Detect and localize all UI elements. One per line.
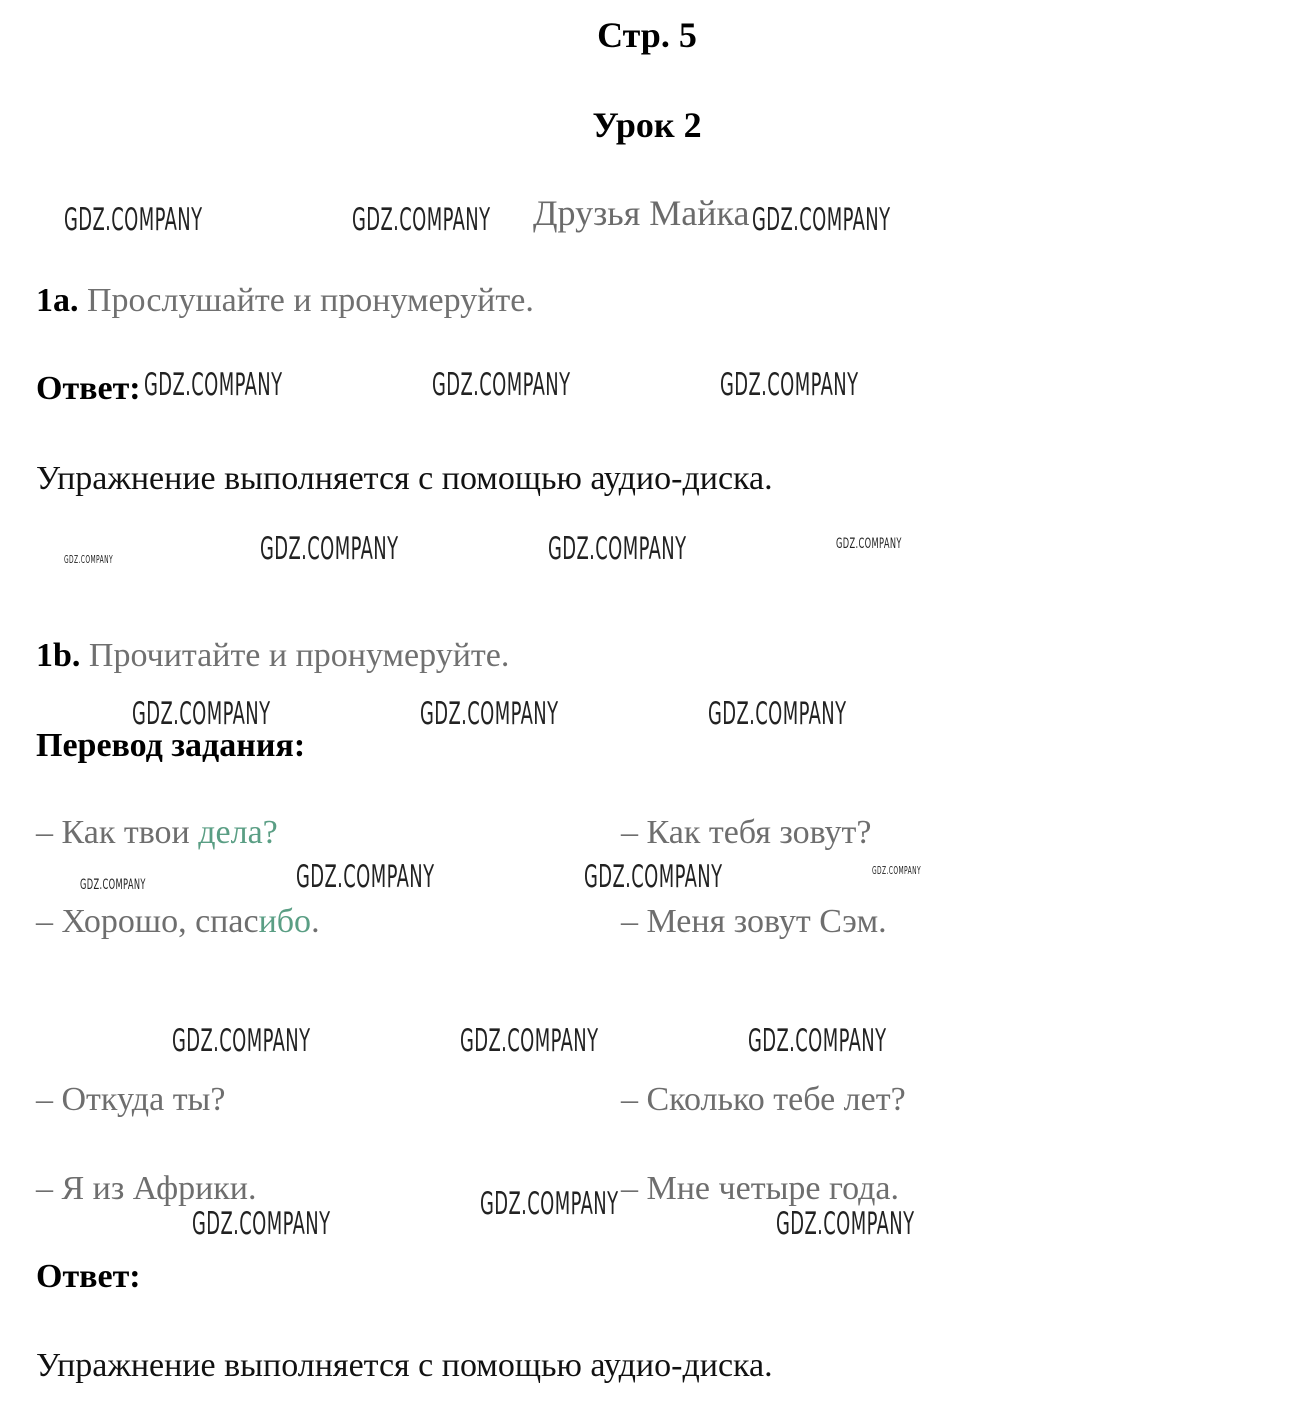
watermark: GDZ.COMPANY bbox=[352, 203, 491, 239]
watermark: GDZ.COMPANY bbox=[720, 368, 859, 404]
dialogue-2-line-1: – Как тебя зовут? bbox=[621, 814, 872, 851]
watermark: GDZ.COMPANY bbox=[748, 1024, 887, 1060]
watermark: GDZ.COMPANY bbox=[776, 1207, 915, 1243]
dialogue-3-line-1: – Откуда ты? bbox=[36, 1081, 226, 1118]
watermark: GDZ.COMPANY bbox=[460, 1024, 599, 1060]
translation-label: Перевод задания: bbox=[36, 727, 306, 764]
page-number: Стр. 5 bbox=[597, 15, 697, 55]
task-1b-number: 1b. bbox=[36, 637, 81, 674]
watermark: GDZ.COMPANY bbox=[132, 697, 271, 733]
watermark: GDZ.COMPANY bbox=[548, 532, 687, 568]
answer-label-1a: Ответ: bbox=[36, 370, 141, 407]
dialogue-3-line-2: – Я из Африки. bbox=[36, 1170, 257, 1207]
watermark: GDZ.COMPANY bbox=[172, 1024, 311, 1060]
watermark: GDZ.COMPANY bbox=[836, 535, 902, 552]
dialogue-1-line-2-part-a: – Хорошо, спас bbox=[36, 903, 259, 940]
dialogue-1-line-1 bbox=[36, 814, 278, 852]
lesson-subtitle: Друзья Майка bbox=[533, 193, 750, 233]
watermark: GDZ.COMPANY bbox=[64, 554, 113, 566]
task-1a-text: Прослушайте и пронумеруйте. bbox=[87, 282, 534, 319]
task-1b bbox=[36, 637, 509, 675]
audio-note-1b: Упражнение выполняется с помощью аудио-диска. bbox=[36, 1347, 773, 1384]
watermark: GDZ.COMPANY bbox=[708, 697, 847, 733]
dialogue-1-line-1-part-a: – Как твои bbox=[36, 814, 199, 851]
watermark: GDZ.COMPANY bbox=[752, 203, 891, 239]
watermark: GDZ.COMPANY bbox=[80, 876, 146, 893]
watermark: GDZ.COMPANY bbox=[420, 697, 559, 733]
watermark: GDZ.COMPANY bbox=[64, 203, 203, 239]
task-1a-number: 1a. bbox=[36, 282, 79, 319]
dialogue-2-line-2: – Меня зовут Сэм. bbox=[621, 903, 887, 940]
watermark: GDZ.COMPANY bbox=[872, 865, 921, 877]
watermark: GDZ.COMPANY bbox=[584, 860, 723, 896]
answer-label-1b: Ответ: bbox=[36, 1258, 141, 1295]
watermark: GDZ.COMPANY bbox=[192, 1207, 331, 1243]
watermark: GDZ.COMPANY bbox=[296, 860, 435, 896]
watermark: GDZ.COMPANY bbox=[260, 532, 399, 568]
watermark: GDZ.COMPANY bbox=[480, 1187, 619, 1223]
dialogue-1-line-2-part-b: ибо bbox=[258, 903, 312, 940]
dialogue-1-line-2 bbox=[36, 903, 320, 941]
watermark: GDZ.COMPANY bbox=[144, 368, 283, 404]
dialogue-4-line-2: – Мне четыре года. bbox=[621, 1170, 900, 1207]
task-1a bbox=[36, 282, 534, 320]
dialogue-1-line-1-part-b: дела? bbox=[198, 814, 278, 851]
dialogue-4-line-1: – Сколько тебе лет? bbox=[621, 1081, 906, 1118]
lesson-title: Урок 2 bbox=[592, 105, 702, 145]
task-1b-text: Прочитайте и пронумеруйте. bbox=[88, 637, 510, 674]
watermark: GDZ.COMPANY bbox=[432, 368, 571, 404]
dialogue-1-line-2-part-c: . bbox=[311, 903, 320, 940]
audio-note-1a: Упражнение выполняется с помощью аудио-диска. bbox=[36, 460, 773, 497]
